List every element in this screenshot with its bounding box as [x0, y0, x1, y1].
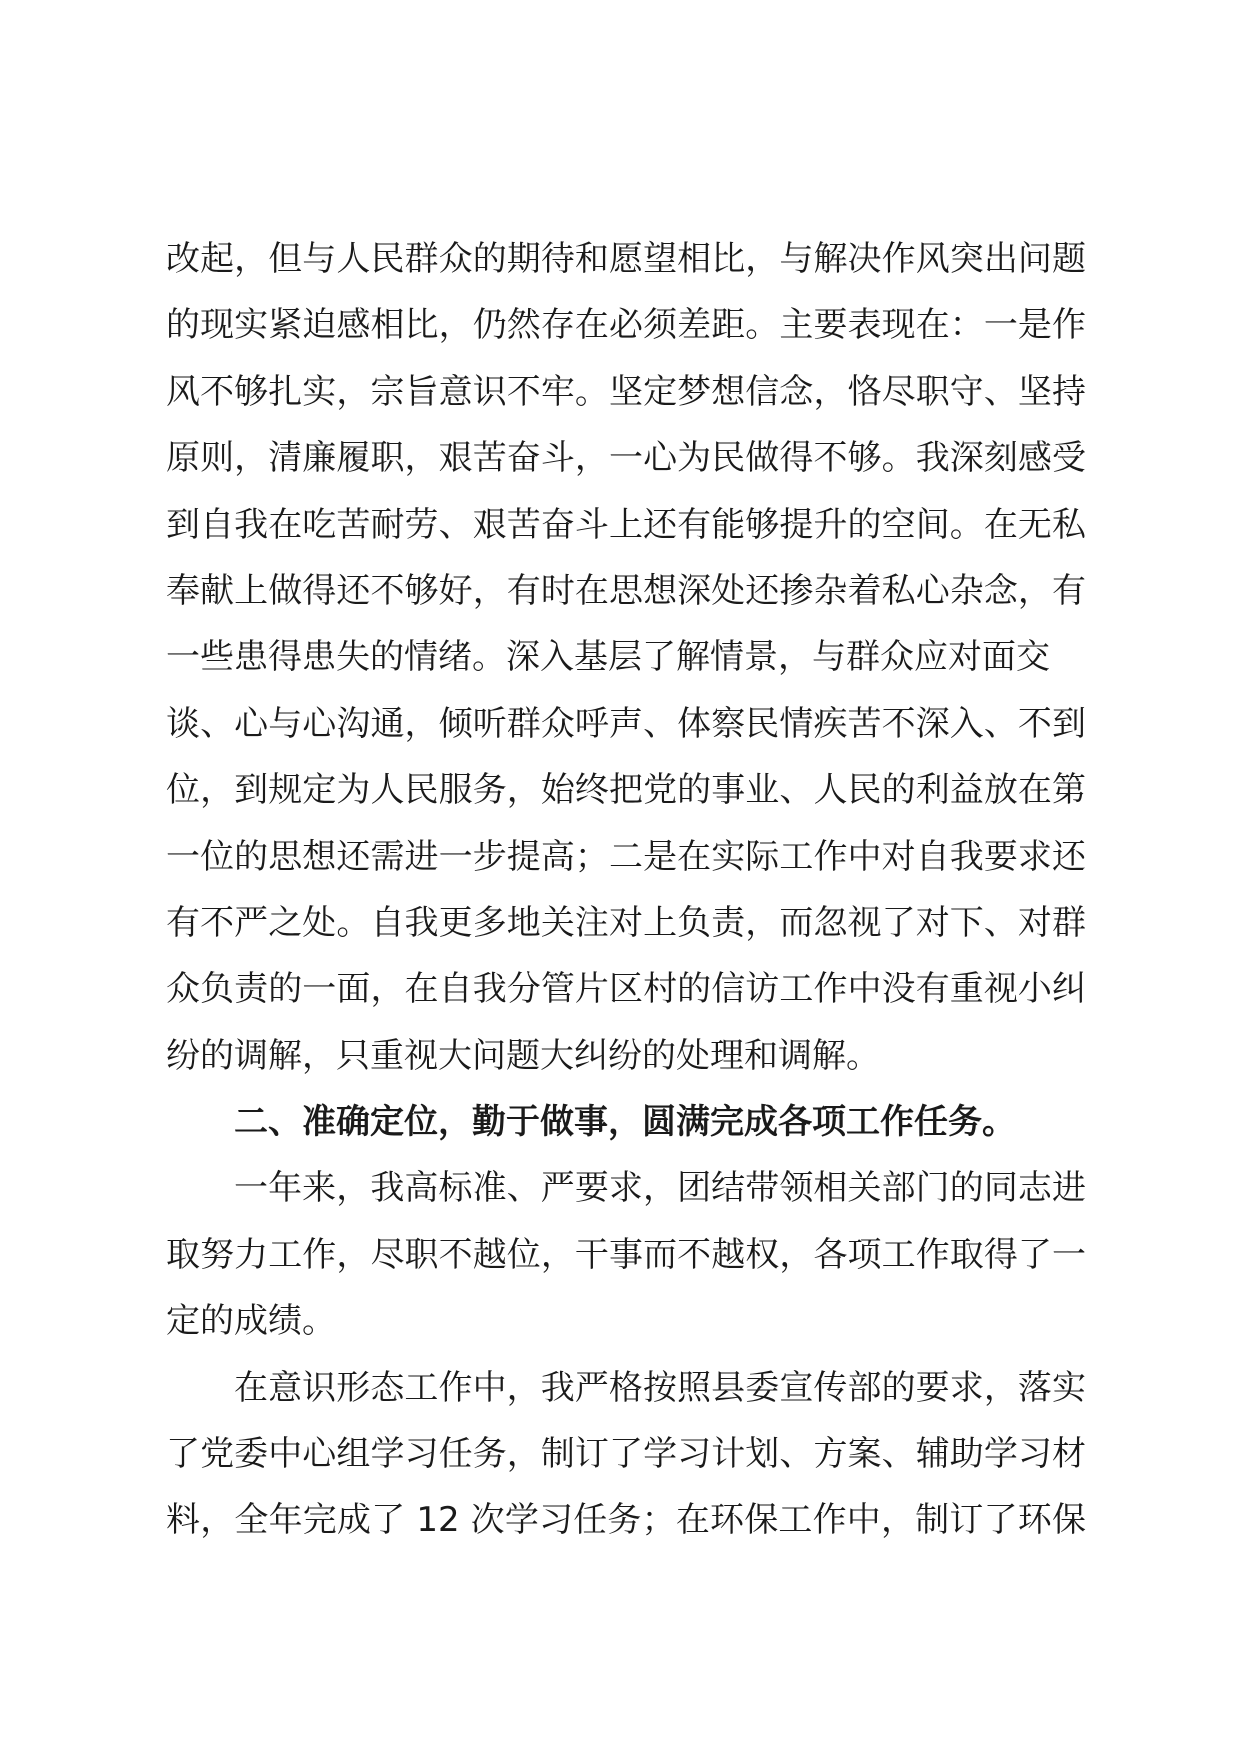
paragraph-line: 料，全年完成了 12 次学习任务；在环保工作中，制订了环保	[166, 1500, 1086, 1541]
paragraph-line: 定的成绩。	[166, 1301, 336, 1342]
paragraph-line: 风不够扎实，宗旨意识不牢。坚定梦想信念，恪尽职守、坚持	[166, 371, 1086, 412]
paragraph-line: 谈、心与心沟通，倾听群众呼声、体察民情疾苦不深入、不到	[166, 703, 1086, 744]
paragraph-line: 奉献上做得还不够好，有时在思想深处还掺杂着私心杂念，有	[166, 570, 1086, 611]
paragraph-line: 一年来，我高标准、严要求，团结带领相关部门的同志进	[234, 1168, 1086, 1209]
paragraph-line: 原则，清廉履职，艰苦奋斗，一心为民做得不够。我深刻感受	[166, 438, 1086, 479]
paragraph-line: 改起，但与人民群众的期待和愿望相比，与解决作风突出问题	[166, 239, 1086, 279]
paragraph-line: 一些患得患失的情绪。深入基层了解情景，与群众应对面交	[166, 637, 1050, 678]
paragraph-line: 的现实紧迫感相比，仍然存在必须差距。主要表现在：一是作	[166, 305, 1086, 346]
paragraph-line: 众负责的一面，在自我分管片区村的信访工作中没有重视小纠	[166, 969, 1086, 1010]
paragraph-line: 取努力工作，尽职不越位，干事而不越权，各项工作取得了一	[166, 1234, 1086, 1275]
section-heading: 二、准确定位，勤于做事，圆满完成各项工作任务。	[234, 1102, 1016, 1143]
paragraph-line: 一位的思想还需进一步提高；二是在实际工作中对自我要求还	[166, 836, 1086, 877]
paragraph-line: 纷的调解，只重视大问题大纠纷的处理和调解。	[166, 1035, 880, 1076]
paragraph-line: 了党委中心组学习任务，制订了学习计划、方案、辅助学习材	[166, 1434, 1086, 1475]
paragraph-line: 有不严之处。自我更多地关注对上负责，而忽视了对下、对群	[166, 902, 1086, 943]
paragraph-line: 在意识形态工作中，我严格按照县委宣传部的要求，落实	[234, 1367, 1086, 1408]
paragraph-line: 位，到规定为人民服务，始终把党的事业、人民的利益放在第	[166, 770, 1086, 811]
document-body	[166, 226, 1086, 1554]
paragraph-line: 到自我在吃苦耐劳、艰苦奋斗上还有能够提升的空间。在无私	[166, 504, 1086, 545]
